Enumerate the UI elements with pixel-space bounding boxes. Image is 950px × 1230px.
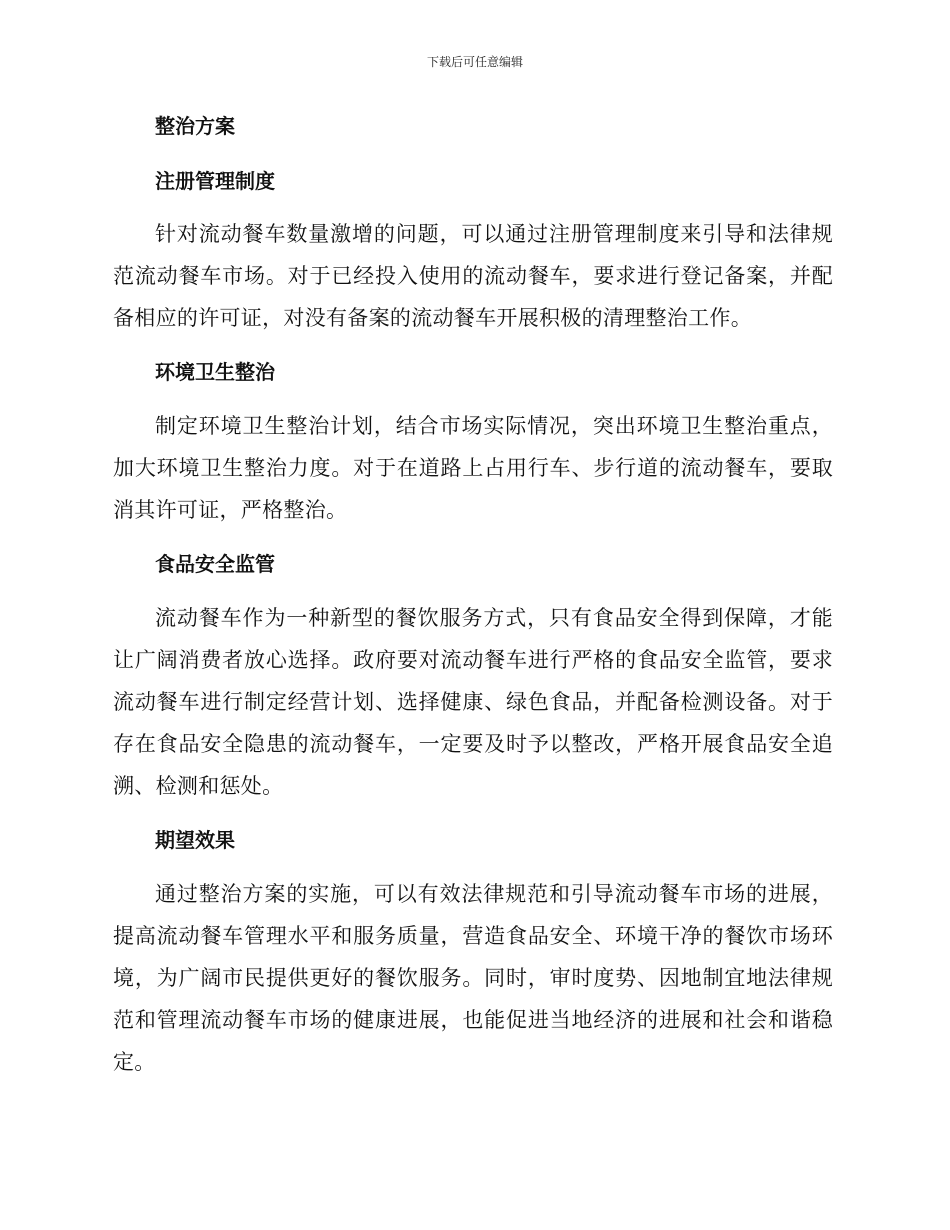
section-paragraph-expected-results: 通过整治方案的实施，可以有效法律规范和引导流动餐车市场的进展，提高流动餐车管理水平和服务质量，营造食品安全、环境干净的餐饮市场环境，为广阔市民提供更好的餐饮服务。同时，审时度势、因地制宜地法律规范和管理流动餐车市场的健康进展，也能促进当地经济的进展和社会和谐稳定。 xyxy=(113,882,833,1074)
section-heading-registration: 注册管理制度 xyxy=(155,169,275,193)
section-heading-expected-results: 期望效果 xyxy=(155,828,235,852)
page-header: 下载后可任意编辑 xyxy=(426,55,523,69)
section-heading-sanitation: 环境卫生整治 xyxy=(155,360,275,384)
section-paragraph-registration: 针对流动餐车数量激增的问题，可以通过注册管理制度来引导和法律规范流动餐车市场。对于已经投入使用的流动餐车，要求进行登记备案，并配备相应的许可证，对没有备案的流动餐车开展积极的清理整治工作。 xyxy=(113,222,833,330)
section-heading-food-safety: 食品安全监管 xyxy=(155,552,275,576)
document-title: 整治方案 xyxy=(155,114,235,138)
section-paragraph-sanitation: 制定环境卫生整治计划，结合市场实际情况，突出环境卫生整治重点，加大环境卫生整治力度。对于在道路上占用行车、步行道的流动餐车，要取消其许可证，严格整治。 xyxy=(113,414,833,522)
document-body xyxy=(113,110,833,1083)
section-paragraph-food-safety: 流动餐车作为一种新型的餐饮服务方式，只有食品安全得到保障，才能让广阔消费者放心选择。政府要对流动餐车进行严格的食品安全监管，要求流动餐车进行制定经营计划、选择健康、绿色食品，并配备检测设备。对于存在食品安全隐患的流动餐车，一定要及时予以整改，严格开展食品安全追溯、检测和惩处。 xyxy=(113,606,833,798)
